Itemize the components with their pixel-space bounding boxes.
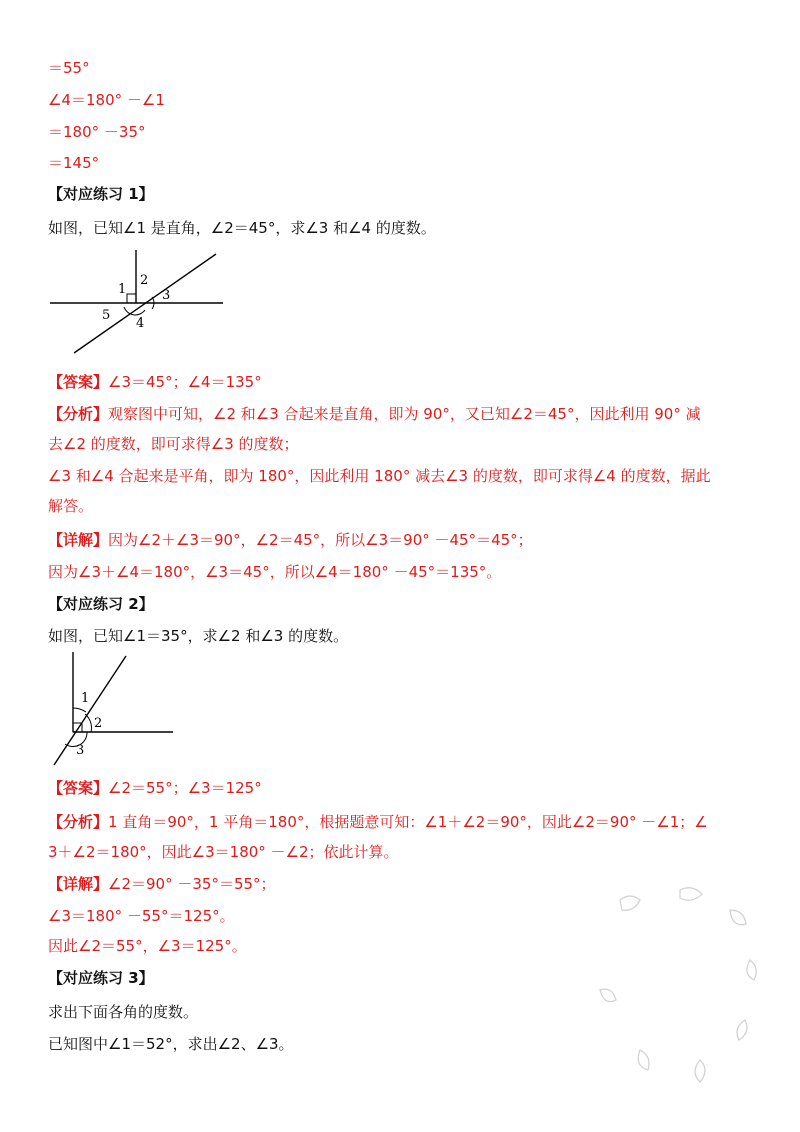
- ex2-detail-tag: 【详解】: [48, 875, 109, 893]
- ex1-analysis-text-1: 观察图中可知，∠2 和∠3 合起来是直角，即为 90°，又已知∠2＝45°，因此利用 90° 减: [108, 405, 701, 423]
- ex2-answer-tag: 【答案】: [48, 779, 109, 797]
- calc-line-2: ∠4＝180° －∠1: [48, 91, 165, 109]
- ex1-answer-tag: 【答案】: [48, 373, 109, 391]
- ex2-detail-line-1: [48, 874, 276, 894]
- ex1-analysis-line-1: [48, 404, 701, 424]
- ex2-detail-line-2: ∠3＝180° －55°＝125°。: [48, 907, 235, 925]
- ex1-label-4: 4: [136, 316, 145, 331]
- ex2-question: 如图，已知∠1＝35°，求∠2 和∠3 的度数。: [48, 627, 349, 645]
- ex3-question: 已知图中∠1＝52°，求出∠2、∠3。: [48, 1035, 294, 1053]
- ex3-heading: 【对应练习 3】: [48, 969, 154, 987]
- ex1-label-5: 5: [102, 308, 111, 323]
- ex2-figure: [48, 650, 178, 770]
- calc-line-1: ＝55°: [48, 59, 90, 77]
- ex2-analysis-tag: 【分析】: [48, 813, 109, 831]
- ex2-detail-text-1: ∠2＝90° －35°＝55°；: [108, 875, 276, 893]
- ex2-label-2: 2: [94, 716, 103, 731]
- ex1-label-1: 1: [118, 282, 127, 297]
- watermark-stamp: [580, 880, 780, 1100]
- ex1-analysis-line-4: 解答。: [48, 497, 94, 515]
- ex1-answer-text: ∠3＝45°；∠4＝135°: [108, 373, 262, 391]
- ex1-analysis-line-3: ∠3 和∠4 合起来是平角，即为 180°，因此利用 180° 减去∠3 的度数，即可求得∠4 的度数，据此: [48, 467, 711, 485]
- ex1-answer: [48, 372, 262, 392]
- ex1-label-3: 3: [162, 288, 171, 303]
- ex2-answer: [48, 778, 262, 798]
- ex1-question: 如图，已知∠1 是直角，∠2＝45°，求∠3 和∠4 的度数。: [48, 219, 436, 237]
- ex2-heading: 【对应练习 2】: [48, 595, 154, 613]
- ex1-detail-text-1: 因为∠2＋∠3＝90°，∠2＝45°，所以∠3＝90° －45°＝45°；: [108, 531, 533, 549]
- ex2-analysis-line-1: [48, 812, 708, 832]
- ex1-detail-line-2: 因为∠3＋∠4＝180°，∠3＝45°，所以∠4＝180° －45°＝135°。: [48, 563, 502, 581]
- ex1-analysis-tag: 【分析】: [48, 405, 109, 423]
- ex2-analysis-line-2: 3＋∠2＝180°，因此∠3＝180° －∠2；依此计算。: [48, 843, 399, 861]
- ex2-label-1: 1: [81, 691, 90, 706]
- ex1-heading: 【对应练习 1】: [48, 185, 154, 203]
- ex2-label-3: 3: [76, 743, 85, 758]
- ex2-analysis-text-1: 1 直角＝90°，1 平角＝180°，根据题意可知：∠1＋∠2＝90°，因此∠2＝90° －∠1；∠: [108, 813, 708, 831]
- ex1-detail-tag: 【详解】: [48, 531, 109, 549]
- ex1-figure: [48, 248, 228, 358]
- calc-line-4: ＝145°: [48, 154, 100, 172]
- calc-line-3: ＝180° －35°: [48, 123, 146, 141]
- ex2-answer-text: ∠2＝55°；∠3＝125°: [108, 779, 262, 797]
- ex3-prompt: 求出下面各角的度数。: [48, 1003, 199, 1021]
- ex1-detail-line-1: [48, 530, 533, 550]
- ex2-detail-line-3: 因此∠2＝55°，∠3＝125°。: [48, 937, 247, 955]
- ex1-analysis-line-2: 去∠2 的度数，即可求得∠3 的度数；: [48, 435, 299, 453]
- ex1-label-2: 2: [140, 273, 149, 288]
